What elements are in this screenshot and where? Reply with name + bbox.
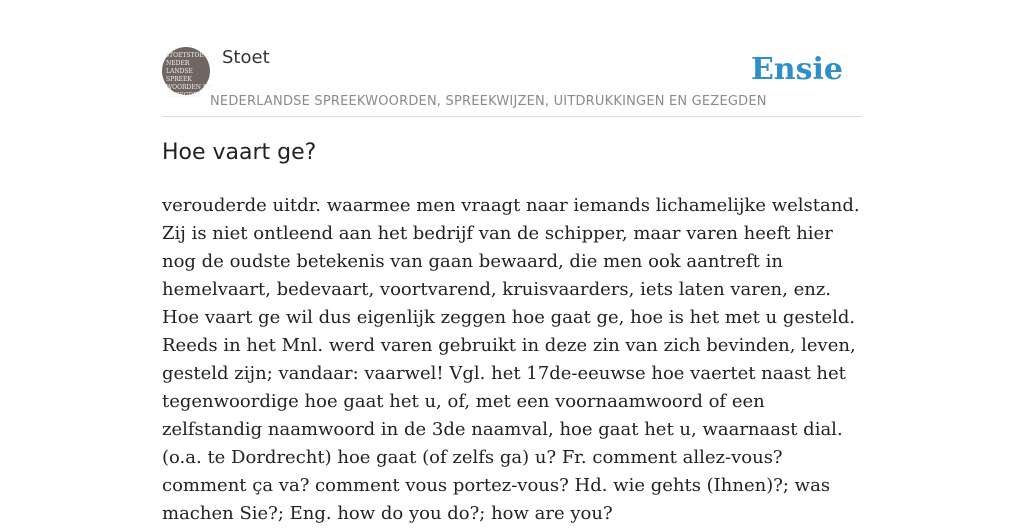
author-name[interactable]: Stoet	[222, 47, 270, 68]
avatar[interactable]	[162, 47, 213, 99]
avatar-caption-line: NEDER	[166, 60, 190, 67]
entry-body: verouderde uitdr. waarmee men vraagt naar iemands lichamelijke welstand. Zij is niet ontleend aan het bedrijf van de schipper, maar varen heeft hier nog de oudste betekenis van gaan bewaard, die men ook aantreft in hemelvaart, bedevaart, voortvarend, kruisvaarders, iets laten varen, enz. Hoe vaart ge wil dus eigenlijk zeggen hoe gaat ge, hoe is het met u gesteld. Reeds in het Mnl. werd varen gebruikt in deze zin van zich bevinden, leven, gesteld zijn; vandaar: vaarwel! Vgl. het 17de-eeuwse hoe vaertet naast het tegenwoordige hoe gaat het u, of, met een voornaamwoord of een zelfstandig naamwoord in de 3de naamval, hoe gaat het u, waarnaast dial. (o.a. te Dordrecht) hoe gaat (of zelfs ga) u? Fr. comment allez-vous? comment ça va? comment vous portez-vous? Hd. wie gehts (Ihnen)?; was machen Sie?; Eng. how do you do?; how are you?	[162, 195, 860, 524]
avatar-caption-line: SPREEK	[166, 76, 192, 83]
avatar-caption-top: STOETSTOET	[165, 52, 208, 59]
avatar-caption-line: GEZEGDEN	[166, 92, 203, 99]
avatar-caption-line: WOORDEN EN	[166, 84, 213, 91]
source-subtitle[interactable]: NEDERLANDSE SPREEKWOORDEN, SPREEKWIJZEN, UITDRUKKINGEN EN GEZEGDEN	[210, 94, 767, 109]
brand-logo[interactable]: Ensie	[750, 52, 843, 87]
avatar-caption-line: LANDSE	[166, 68, 193, 75]
entry-title: Hoe vaart ge?	[162, 140, 317, 165]
avatar-caption	[166, 60, 213, 100]
header	[162, 0, 862, 117]
